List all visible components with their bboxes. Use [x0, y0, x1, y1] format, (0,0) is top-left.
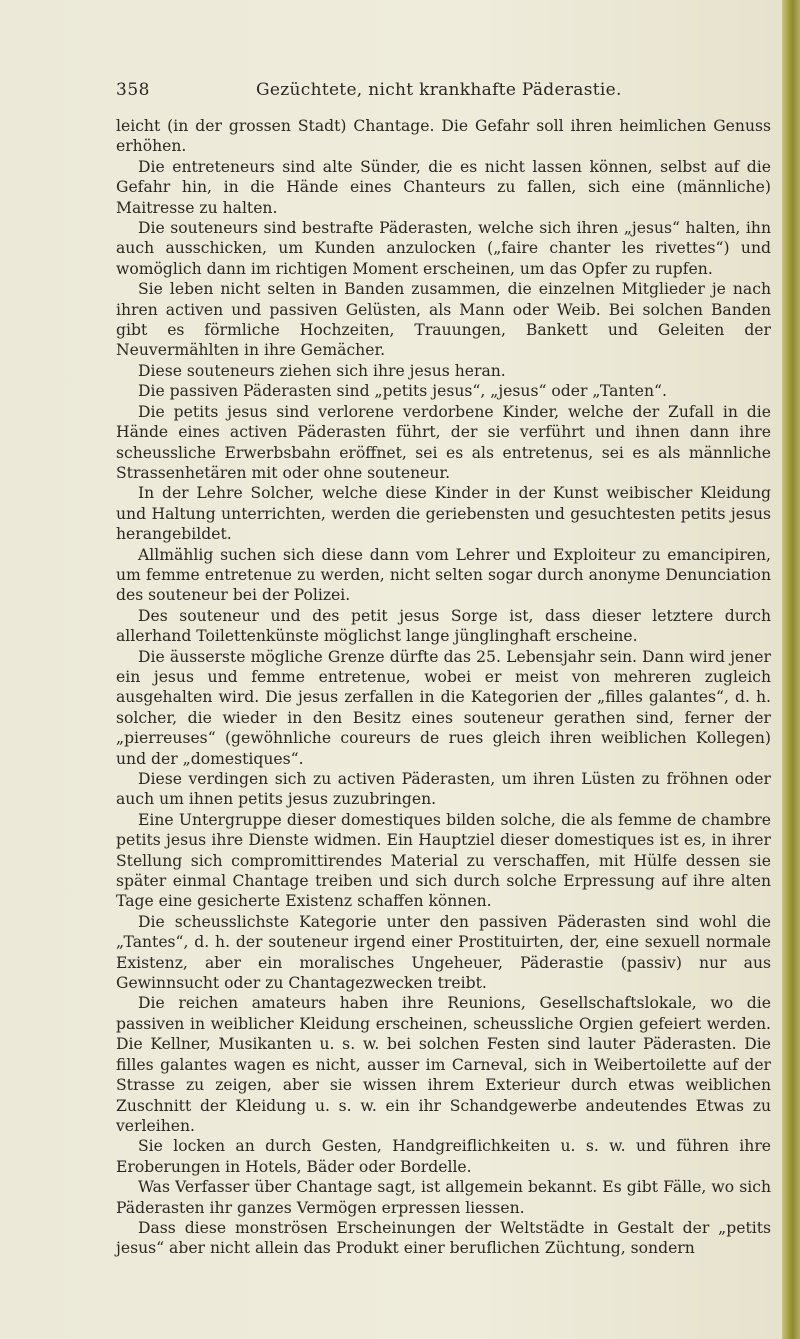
running-title: Gezüchtete, nicht krankhafte Päderastie. — [256, 80, 622, 100]
paragraph: Die passiven Päderasten sind „petits jesus“, „jesus“ oder „Tanten“. — [138, 382, 667, 401]
body-text — [116, 116, 771, 1259]
paragraph: Sie leben nicht selten in Banden zusammen, die einzelnen Mitglieder je nach ihren activen und passiven Gelüsten, als Mann oder Weib. Bei solchen Banden gibt es förmliche Hochzeiten, Trauungen, Bankett und Geleiten der Neuvermählten in ihre Gemächer. — [116, 280, 771, 360]
paragraph: Die souteneurs sind bestrafte Päderasten, welche sich ihren „jesus“ halten, ihn auch ausschicken, um Kunden anzulocken („faire chanter les rivettes“) und womöglich dann im richtigen Moment erscheinen, um das Opfer zu rupfen. — [116, 219, 771, 278]
paragraph: Die entreteneurs sind alte Sünder, die es nicht lassen können, selbst auf die Gefahr hin, in die Hände eines Chanteurs zu fallen, sich eine (männliche) Maitresse zu halten. — [116, 157, 771, 217]
book-edge — [782, 0, 800, 1339]
paragraph: Was Verfasser über Chantage sagt, ist allgemein bekannt. Es gibt Fälle, wo sich Päderasten ihr ganzes Vermögen erpressen liessen. — [116, 1178, 771, 1217]
paragraph: Die petits jesus sind verlorene verdorbene Kinder, welche der Zufall in die Hände eines activen Päderasten führt, der sie verführt und ihnen dann ihre scheussliche Erwerbsbahn eröffnet, sei es als entretenus, sei es als männliche Strassenhetären mit oder ohne souteneur. — [116, 402, 771, 482]
page-header — [116, 80, 766, 106]
paragraph: Des souteneur und des petit jesus Sorge ist, dass dieser letztere durch allerhand Toilettenkünste möglichst lange jünglinghaft erscheine. — [116, 606, 771, 646]
paragraph: Die äusserste mögliche Grenze dürfte das 25. Lebensjahr sein. Dann wird jener ein jesus und femme entretenue, wobei er meist von mehreren zugleich ausgehalten wird. Die jesus zerfallen in die Kategorien der „filles galantes“, d. h. solcher, die wieder in den Besitz eines souteneur gerathen sind, ferner der „pierreuses“ (gewöhnliche coureurs de rues gleich ihren weiblichen Kollegen) und der „domestiques“. — [116, 647, 771, 768]
paragraph: leicht (in der grossen Stadt) Chantage. Die Gefahr soll ihren heimlichen Genuss erhöhen. — [116, 117, 771, 156]
paragraph: In der Lehre Solcher, welche diese Kinder in der Kunst weibischer Kleidung und Haltung unterrichten, werden die geriebensten und gesuchtesten petits jesus herangebildet. — [116, 484, 771, 544]
page-number: 358 — [116, 80, 150, 100]
paragraph: Die scheusslichste Kategorie unter den passiven Päderasten sind wohl die „Tantes“, d. h. der souteneur irgend einer Prostituirten, der, eine sexuell normale Existenz, aber ein moralisches Ungeheuer, Päderastie (passiv) nur aus Gewinnsucht oder zu Chantagezwecken treibt. — [116, 912, 771, 993]
paragraph: Dass diese monströsen Erscheinungen der Weltstädte in Gestalt der „petits jesus“ aber nicht allein das Produkt einer beruflichen Züchtung, sondern — [116, 1218, 771, 1258]
paragraph: Die reichen amateurs haben ihre Reunions, Gesellschaftslokale, wo die passiven in weiblicher Kleidung erscheinen, scheussliche Orgien gefeiert werden. Die Kellner, Musikanten u. s. w. bei solchen Festen sind lauter Päderasten. Die filles galantes wagen es nicht, ausser im Carneval, sich in Weibertoilette auf der Strasse zu zeigen, aber sie wissen ihrem Exterieur durch etwas weiblichen Zuschnitt der Kleidung u. s. w. ein ihr Schandgewerbe andeutendes Etwas zu verleihen. — [116, 994, 771, 1135]
paragraph: Allmählig suchen sich diese dann vom Lehrer und Exploiteur zu emancipiren, um femme entretenue zu werden, nicht selten sogar durch anonyme Denunciation des souteneur bei der Polizei. — [116, 545, 771, 605]
paragraph: Eine Untergruppe dieser domestiques bilden solche, die als femme de chambre petits jesus ihre Dienste widmen. Ein Hauptziel dieser domestiques ist es, in ihrer Stellung sich compromittirendes Material zu verschaffen, mit Hülfe dessen sie später einmal Chantage treiben und sich durch solche Erpressung auf ihre alten Tage eine gesicherte Existenz schaffen können. — [116, 810, 771, 911]
paragraph: Sie locken an durch Gesten, Handgreiflichkeiten u. s. w. und führen ihre Eroberungen in Hotels, Bäder oder Bordelle. — [116, 1137, 771, 1176]
paragraph: Diese souteneurs ziehen sich ihre jesus heran. — [138, 361, 506, 380]
paragraph: Diese verdingen sich zu activen Päderasten, um ihren Lüsten zu fröhnen oder auch um ihnen petits jesus zuzubringen. — [116, 770, 771, 809]
